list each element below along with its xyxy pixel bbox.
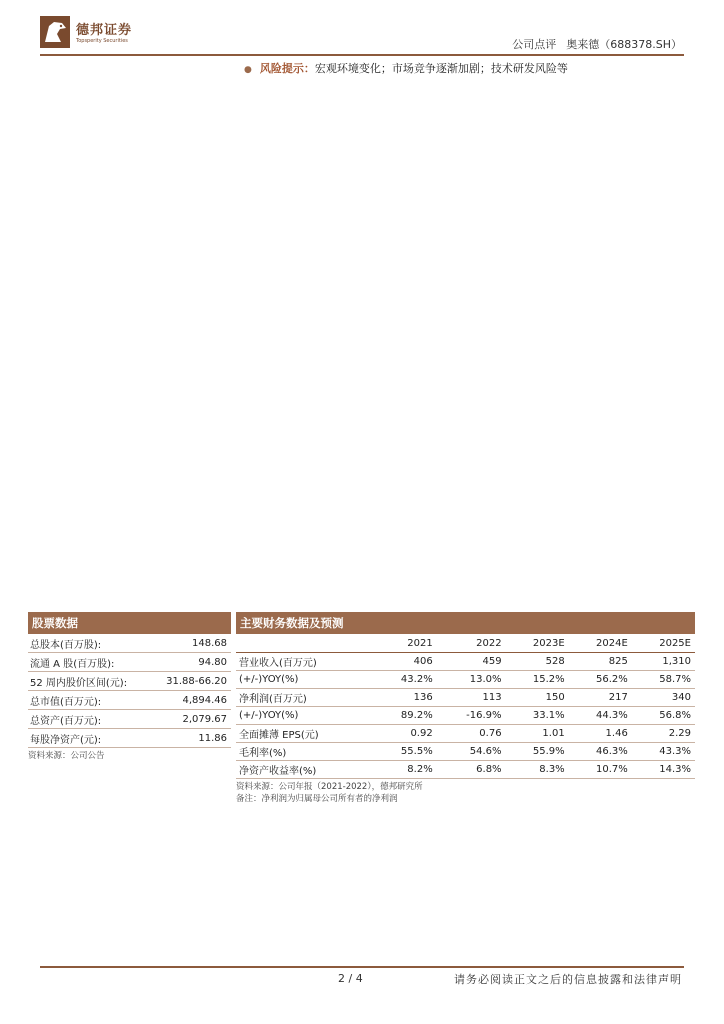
table-cell: 58.7% (632, 671, 695, 689)
stock-data-label: 总市值(百万元): (28, 691, 150, 710)
stock-data-value: 31.88-66.20 (150, 672, 231, 691)
row-label: 全面摊薄 EPS(元) (236, 725, 374, 743)
table-cell: 528 (506, 653, 569, 671)
column-header-year: 2021 (374, 634, 437, 653)
row-label: 净资产收益率(%) (236, 761, 374, 779)
footer-divider (40, 966, 684, 968)
table-row (236, 653, 695, 671)
table-cell: 56.2% (569, 671, 632, 689)
table-row (236, 707, 695, 725)
row-label: 净利润(百万元) (236, 689, 374, 707)
stock-data-label: 每股净资产(元): (28, 729, 150, 748)
column-header-year: 2022 (437, 634, 506, 653)
table-cell: 13.0% (437, 671, 506, 689)
table-cell: 43.3% (632, 743, 695, 761)
table-cell: 1,310 (632, 653, 695, 671)
table-cell: 54.6% (437, 743, 506, 761)
risk-label: 风险提示： (259, 62, 315, 75)
table-cell: 825 (569, 653, 632, 671)
table-cell: 55.9% (506, 743, 569, 761)
table-row (28, 672, 231, 691)
bullet-icon: ● (244, 65, 252, 75)
row-label: (+/-)YOY(%) (236, 671, 374, 689)
table-cell: 217 (569, 689, 632, 707)
row-label: (+/-)YOY(%) (236, 707, 374, 725)
row-label: 营业收入(百万元) (236, 653, 374, 671)
report-type: 公司点评 (512, 38, 557, 51)
page-number: 2 / 4 (338, 972, 363, 985)
stock-data-value: 148.68 (150, 634, 231, 653)
table-row (236, 671, 695, 689)
table-cell: 1.01 (506, 725, 569, 743)
financial-data-table (236, 634, 695, 779)
table-cell: 136 (374, 689, 437, 707)
stock-data-value: 4,894.46 (150, 691, 231, 710)
table-cell: 89.2% (374, 707, 437, 725)
column-header-blank (236, 634, 374, 653)
stock-data-table (28, 634, 231, 748)
stock-data-label: 52 周内股价区间(元): (28, 672, 150, 691)
brand-logo (40, 16, 136, 50)
table-cell: 150 (506, 689, 569, 707)
stock-data-title: 股票数据 (28, 612, 231, 634)
table-cell: 10.7% (569, 761, 632, 779)
financial-data-note: 备注：净利润为归属母公司所有者的净利润 (236, 794, 398, 804)
table-row (28, 710, 231, 729)
column-header-year: 2025E (632, 634, 695, 653)
company-ticker: 奥来德（688378.SH） (566, 38, 682, 51)
financial-data-title: 主要财务数据及预测 (236, 612, 695, 634)
table-cell: 113 (437, 689, 506, 707)
table-cell: 6.8% (437, 761, 506, 779)
stock-data-panel (28, 612, 231, 762)
table-row (236, 743, 695, 761)
table-cell: 340 (632, 689, 695, 707)
stock-data-label: 总股本(百万股): (28, 634, 150, 653)
risk-warning (244, 60, 568, 76)
column-header-year: 2024E (569, 634, 632, 653)
report-header (512, 36, 682, 52)
table-cell: 46.3% (569, 743, 632, 761)
table-cell: 43.2% (374, 671, 437, 689)
table-row (28, 729, 231, 748)
brand-name-en: Topsperity Securities (76, 38, 128, 44)
table-cell: 55.5% (374, 743, 437, 761)
brand-mark-icon (40, 16, 70, 48)
table-cell: 8.3% (506, 761, 569, 779)
disclaimer-text: 请务必阅读正文之后的信息披露和法律声明 (454, 973, 682, 986)
stock-data-label: 流通 A 股(百万股): (28, 653, 150, 672)
table-cell: 459 (437, 653, 506, 671)
table-row (236, 689, 695, 707)
table-cell: 0.76 (437, 725, 506, 743)
table-row (236, 761, 695, 779)
stock-data-value: 2,079.67 (150, 710, 231, 729)
row-label: 毛利率(%) (236, 743, 374, 761)
financial-data-source: 资料来源：公司年报（2021-2022），德邦研究所 (236, 782, 423, 792)
stock-data-source: 资料来源：公司公告 (28, 751, 105, 761)
table-cell: 33.1% (506, 707, 569, 725)
table-row (28, 691, 231, 710)
table-cell: 44.3% (569, 707, 632, 725)
brand-name-cn: 德邦证券 (76, 23, 133, 38)
table-cell: 2.29 (632, 725, 695, 743)
risk-text: 宏观环境变化；市场竞争逐渐加剧；技术研发风险等 (314, 62, 568, 75)
header-divider (40, 54, 684, 56)
table-cell: 406 (374, 653, 437, 671)
table-cell: 0.92 (374, 725, 437, 743)
stock-data-value: 11.86 (150, 729, 231, 748)
table-cell: 56.8% (632, 707, 695, 725)
stock-data-label: 总资产(百万元): (28, 710, 150, 729)
table-cell: -16.9% (437, 707, 506, 725)
table-cell: 15.2% (506, 671, 569, 689)
table-header-row (236, 634, 695, 653)
financial-data-panel (236, 612, 695, 805)
table-cell: 14.3% (632, 761, 695, 779)
table-row (236, 725, 695, 743)
stock-data-value: 94.80 (150, 653, 231, 672)
table-row (28, 634, 231, 653)
table-cell: 8.2% (374, 761, 437, 779)
table-cell: 1.46 (569, 725, 632, 743)
table-row (28, 653, 231, 672)
column-header-year: 2023E (506, 634, 569, 653)
